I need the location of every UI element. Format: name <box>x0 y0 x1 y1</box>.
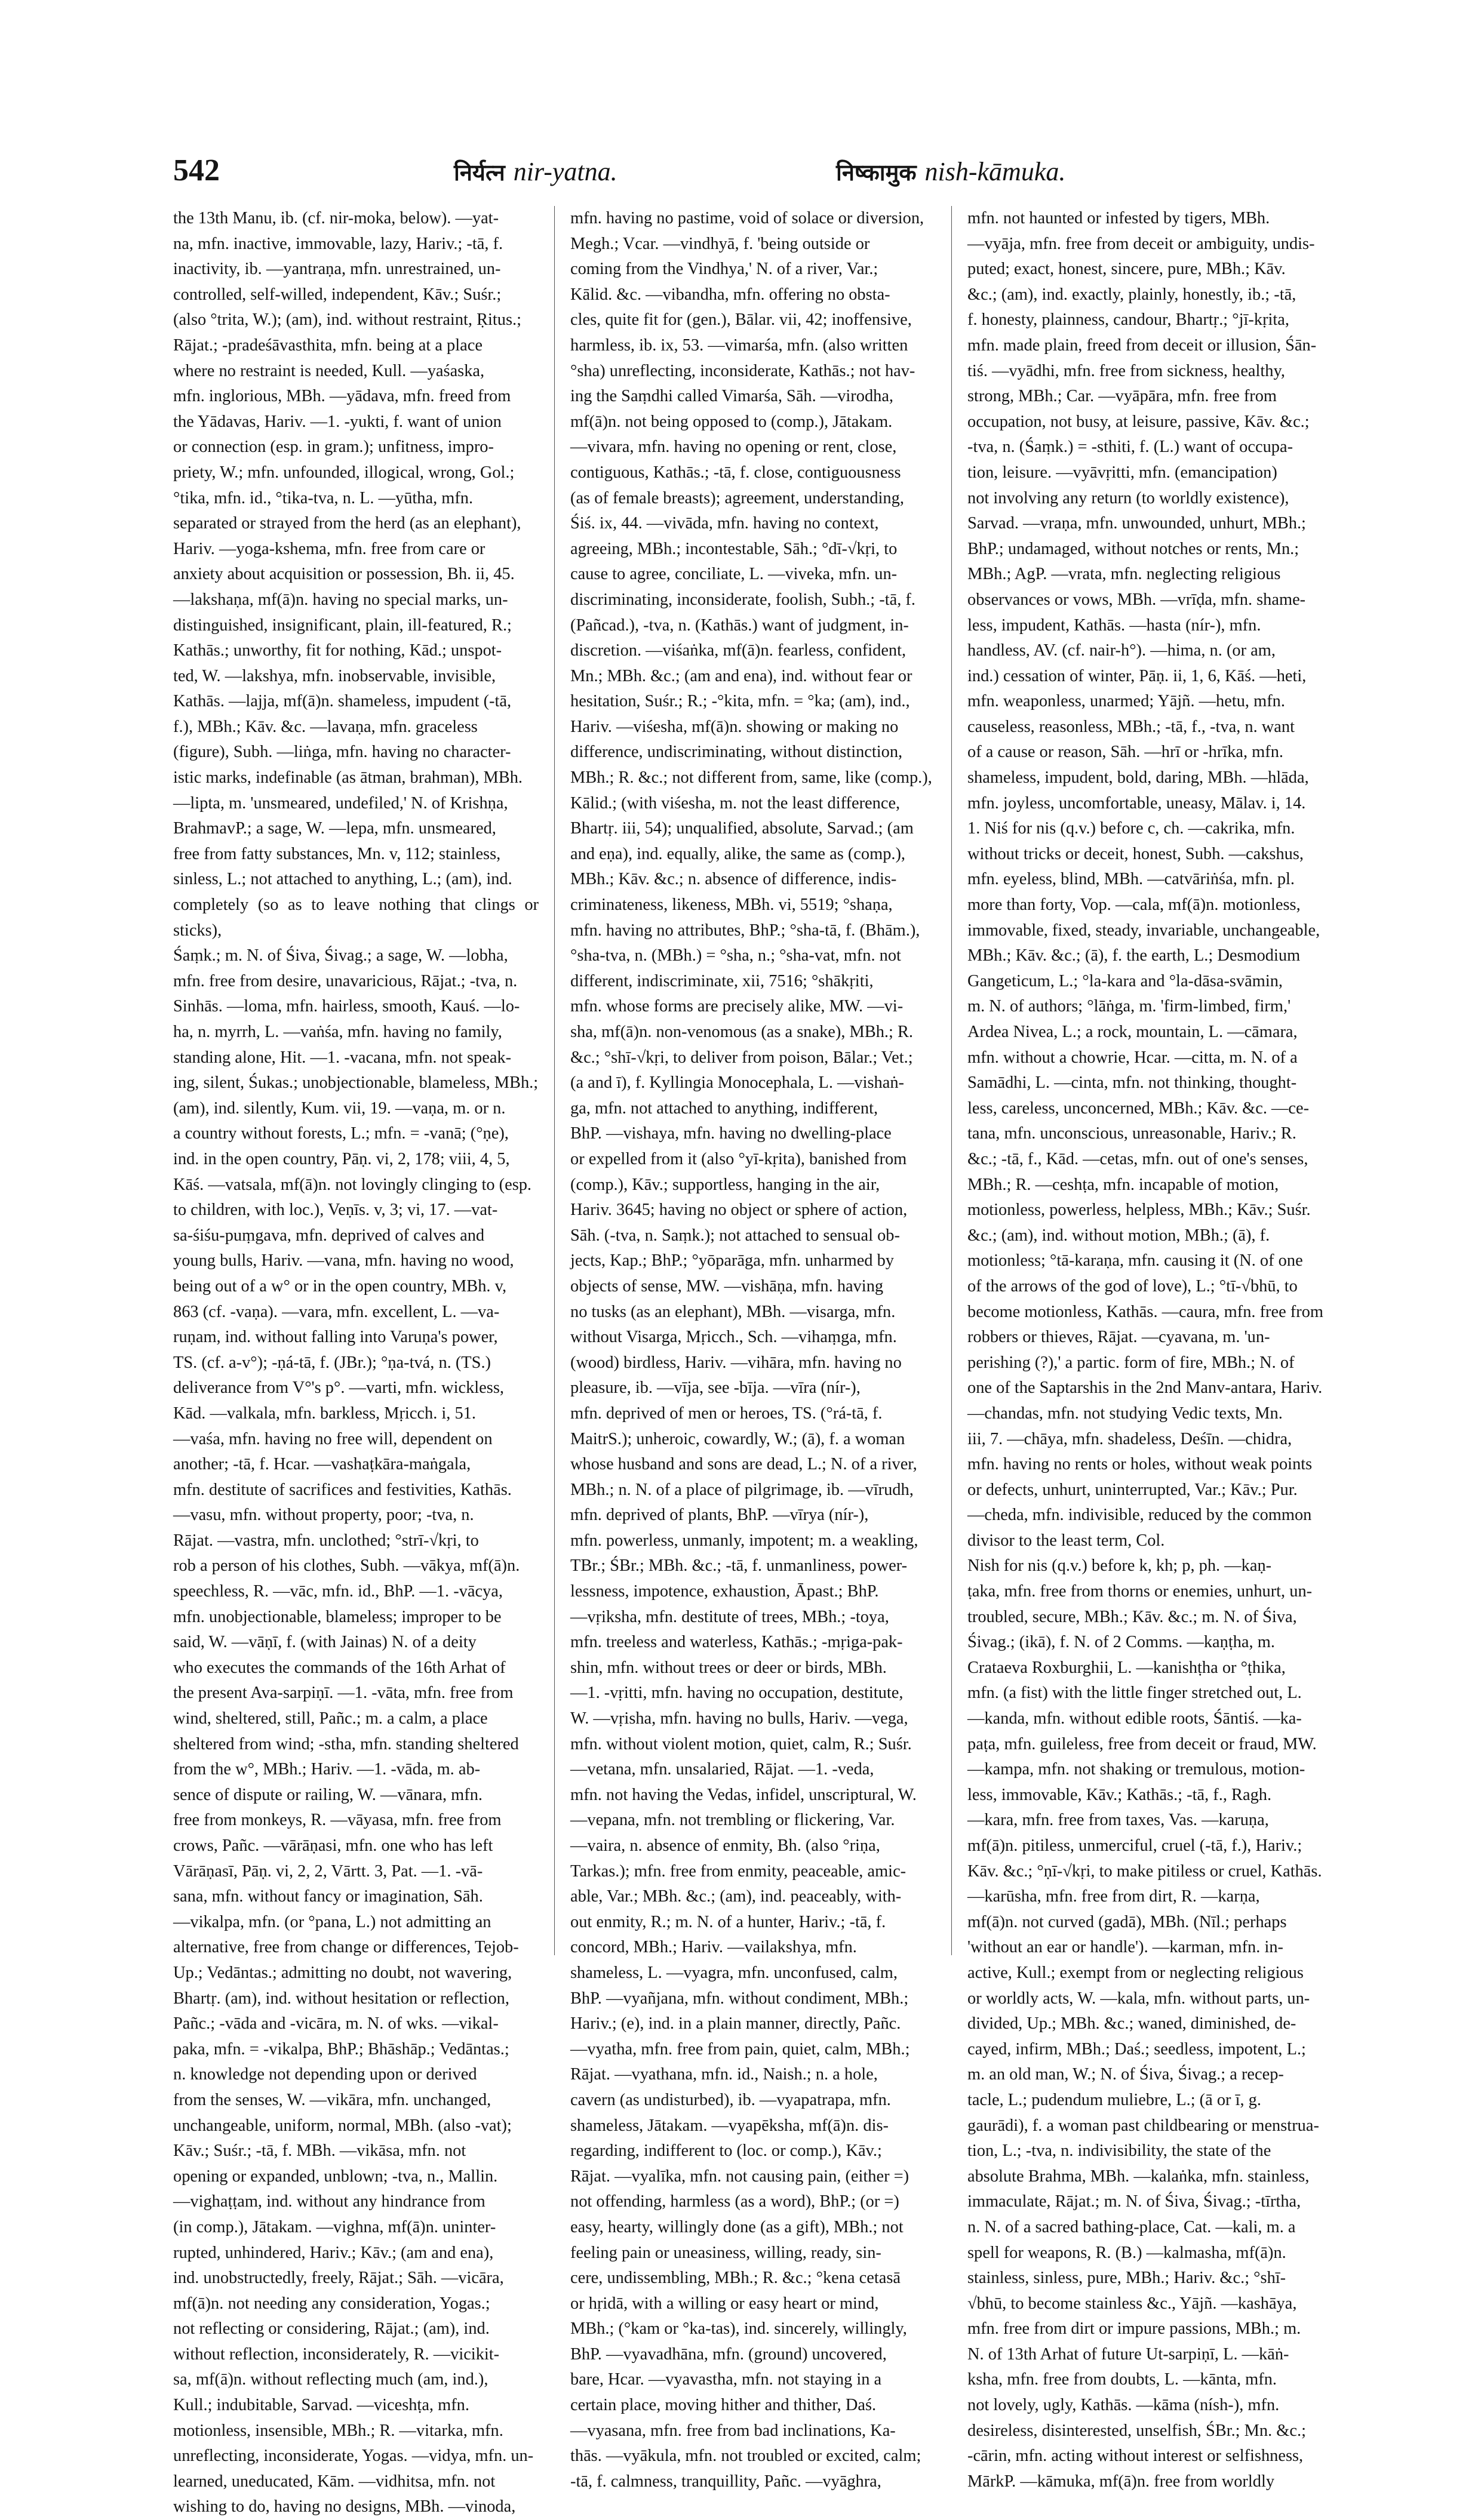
entry-line: -tva, n. (Śaṃk.) = -sthiti, f. (L.) want of occupa- <box>967 438 1293 457</box>
entry-line: crows, Pañc. —vārāṇasi, mfn. one who has left <box>173 1836 493 1855</box>
entry-line: (figure), Subh. —liṅga, mfn. having no character- <box>173 743 511 762</box>
entry-line: difference, undiscriminating, without distinction, <box>570 743 903 762</box>
entry-line: cere, undissembling, MBh.; R. &c.; °kena cetasā <box>570 2269 901 2288</box>
entry-line: without Visarga, Mṛicch., Sch. —vihaṃga, mfn. <box>570 1328 897 1347</box>
entry-line: speechless, R. —vāc, mfn. id., BhP. —1. -vācya, <box>173 1582 503 1601</box>
entry-line: sana, mfn. without fancy or imagination, Sāh. <box>173 1887 483 1906</box>
entry-line: Up.; Vedāntas.; admitting no doubt, not wavering, <box>173 1963 512 1982</box>
entry-line: mfn. deprived of plants, BhP. —vīrya (nír-), <box>570 1506 869 1525</box>
entry-line: (also °trita, W.); (am), ind. without restraint, Ṛitus.; <box>173 310 522 330</box>
entry-line: deliverance from V°'s p°. —varti, mfn. wickless, <box>173 1379 504 1398</box>
entry-line: priety, W.; mfn. unfounded, illogical, wrong, Gol.; <box>173 463 515 482</box>
entry-line: rob a person of his clothes, Subh. —vākya, mf(ā)n. <box>173 1556 520 1576</box>
entry-line: -tā, f. calmness, tranquillity, Pañc. —vyāghra, <box>570 2472 881 2491</box>
entry-line: objects of sense, MW. —vishāṇa, mfn. having <box>570 1276 884 1296</box>
entry-line: sheltered from wind; -stha, mfn. standing sheltered <box>173 1734 519 1753</box>
entry-line: Kathās.; unworthy, fit for nothing, Kād.; unspot- <box>173 641 502 660</box>
entry-line: divisor to the least term, Col. <box>967 1531 1165 1550</box>
entry-line: occupation, not busy, at leisure, passive, Kāv. &c.; <box>967 412 1310 431</box>
entry-line: —lakshaṇa, mf(ā)n. having no special marks, un- <box>173 590 508 609</box>
entry-line: standing alone, Hit. —1. -vacana, mfn. not speak- <box>173 1048 512 1067</box>
entry-line: or defects, unhurt, uninterrupted, Var.; Kāv.; Pur. <box>967 1480 1298 1499</box>
entry-line: Kād. —valkala, mfn. barkless, Mṛicch. i, 51. <box>173 1404 476 1423</box>
entry-line: √bhū, to become stainless &c., Yājñ. —kashāya, <box>967 2294 1297 2313</box>
entry-line: cause to agree, conciliate, L. —viveka, mfn. un- <box>570 565 898 584</box>
entry-line: —vṛiksha, mfn. destitute of trees, MBh.; -toya, <box>570 1607 889 1626</box>
entry-line: ind. unobstructedly, freely, Rājat.; Sāh. —vicāra, <box>173 2269 504 2288</box>
entry-line: mfn. not haunted or infested by tigers, MBh. <box>967 209 1270 227</box>
entry-line: MBh.; R. —ceshṭa, mfn. incapable of motion, <box>967 1175 1279 1194</box>
entry-line: BhP. —vyañjana, mfn. without condiment, MBh.; <box>570 1989 909 2008</box>
entry-line: Vārāṇasī, Pāṇ. vi, 2, 2, Vārtt. 3, Pat. —1. -vā- <box>173 1861 483 1881</box>
entry-line: tion, L.; -tva, n. indivisibility, the state of the <box>967 2141 1271 2161</box>
entry-line: Bhartṛ. (am), ind. without hesitation or reflection, <box>173 1989 509 2008</box>
entry-line: paṭa, mfn. guileless, free from deceit or fraud, MW. <box>967 1734 1317 1753</box>
entry-line: shin, mfn. without trees or deer or birds, MBh. <box>570 1658 887 1677</box>
entry-line: —vasu, mfn. without property, poor; -tva, n. <box>173 1506 474 1525</box>
entry-line: tacle, L.; pudendum muliebre, L.; (ā or ī, g. <box>967 2090 1261 2109</box>
entry-line: sinless, L.; not attached to anything, L.; (am), ind. <box>173 870 512 889</box>
entry-line: Tarkas.); mfn. free from enmity, peaceable, amic- <box>570 1861 907 1881</box>
entry-line: ruṇam, ind. without falling into Varuṇa's power, <box>173 1328 498 1347</box>
entry-line: Rājat. —vyalīka, mfn. not causing pain, (either =) <box>570 2167 909 2186</box>
entry-line: become motionless, Kathās. —caura, mfn. free from <box>967 1302 1323 1321</box>
entry-line: mfn. deprived of men or heroes, TS. (°rá-tā, f. <box>570 1404 883 1423</box>
entry-line: controlled, self-willed, independent, Kāv.; Suśr.; <box>173 285 502 304</box>
entry-line: Hariv. —yoga-kshema, mfn. free from care or <box>173 539 486 558</box>
entry-line: shameless, Jātakam. —vyapēksha, mf(ā)n. dis- <box>570 2116 889 2135</box>
running-header <box>173 149 1305 203</box>
entry-line: mfn. weaponless, unarmed; Yājñ. —hetu, mfn. <box>967 692 1285 711</box>
entry-line: sha, mf(ā)n. non-venomous (as a snake), MBh.; R. <box>570 1023 914 1041</box>
entry-line: Śaṃk.; m. N. of Śiva, Śivag.; a sage, W. —lobha, <box>173 946 508 965</box>
entry-line: one of the Saptarshis in the 2nd Manv-antara, Hariv. <box>967 1379 1323 1398</box>
entry-line: less, impudent, Kathās. —hasta (nír-), mfn. <box>967 616 1261 635</box>
entry-line: mfn. free from dirt or impure passions, MBh.; m. <box>967 2319 1301 2339</box>
entry-line: &c.; (am), ind. without motion, MBh.; (ā), f. <box>967 1226 1270 1245</box>
entry-line: Hariv.; (e), ind. in a plain manner, directly, Pañc. <box>570 2014 901 2033</box>
entry-line: mfn. without a chowrie, Hcar. —citta, m. N. of a <box>967 1048 1298 1067</box>
entry-line: MBh.; Kāv. &c.; n. absence of difference, indis- <box>570 870 897 889</box>
entry-line: &c.; °shī-√kṛi, to deliver from poison, Bālar.; Vet.; <box>570 1048 913 1067</box>
entry-line: unchangeable, uniform, normal, MBh. (also -vat); <box>173 2116 512 2135</box>
entry-line: Kāś. —vatsala, mf(ā)n. not lovingly clinging to (esp. <box>173 1175 532 1194</box>
entry-line: pleasure, ib. —vīja, see -bīja. —vīra (nír-), <box>570 1379 861 1398</box>
entry-line: regarding, indifferent to (loc. or comp.), Kāv.; <box>570 2141 882 2161</box>
entry-line: N. of 13th Arhat of future Ut-sarpiṇī, L. —kāṅ- <box>967 2344 1289 2364</box>
entry-line: criminateness, likeness, MBh. vi, 5519; °shaṇa, <box>570 896 893 915</box>
entry-line: causeless, reasonless, MBh.; -tā, f., -tva, n. want <box>967 717 1295 736</box>
entry-line: mfn. having no pastime, void of solace or diversion, <box>570 209 924 227</box>
entry-line: Rājat. —vyathana, mfn. id., Naish.; n. a hole, <box>570 2065 878 2084</box>
right-running-head <box>836 156 1065 187</box>
entry-line: less, immovable, Kāv.; Kathās.; -tā, f., Ragh. <box>967 1785 1272 1804</box>
entry-line: —chandas, mfn. not studying Vedic texts, Mn. <box>967 1404 1283 1423</box>
entry-line: troubled, secure, MBh.; Kāv. &c.; m. N. of Śiva, <box>967 1607 1297 1626</box>
entry-line: —vivara, mfn. having no opening or rent, close, <box>570 438 897 457</box>
entry-line: &c.; (am), ind. exactly, plainly, honestly, ib.; -tā, <box>967 285 1296 304</box>
entry-line: from the senses, W. —vikāra, mfn. unchanged, <box>173 2090 491 2109</box>
entry-line: Rājat. —vastra, mfn. unclothed; °strī-√kṛi, to <box>173 1531 479 1550</box>
entry-line: ga, mfn. not attached to anything, indifferent, <box>570 1099 878 1118</box>
entry-line: n. N. of a sacred bathing-place, Cat. —kali, m. a <box>967 2217 1296 2236</box>
entry-line: mfn. made plain, freed from deceit or illusion, Śān- <box>967 336 1317 355</box>
entry-line: discretion. —viśaṅka, mf(ā)n. fearless, confident, <box>570 641 907 660</box>
entry-line: ha, n. myrrh, L. —vaṅśa, mfn. having no family, <box>173 1023 502 1041</box>
entry-line: na, mfn. inactive, immovable, lazy, Hariv.; -tā, f. <box>173 234 503 253</box>
entry-line: not lovely, ugly, Kathās. —kāma (nísh-), mfn. <box>967 2396 1280 2415</box>
entry-line: mf(ā)n. not needing any consideration, Yogas.; <box>173 2294 490 2313</box>
entry-line: MBh.; AgP. —vrata, mfn. neglecting religious <box>967 565 1281 584</box>
entry-line: mfn. unobjectionable, blameless; improper to be <box>173 1607 502 1626</box>
entry-line: (comp.), Kāv.; supportless, hanging in the air, <box>570 1175 880 1194</box>
entry-line: without reflection, inconsiderately, R. —vicikit- <box>173 2344 500 2364</box>
entry-line: cavern (as undisturbed), ib. —vyapatrapa, mfn. <box>570 2090 891 2109</box>
entry-line: free from fatty substances, Mn. v, 112; stainless, <box>173 844 501 863</box>
entry-line: Ardea Nivea, L.; a rock, mountain, L. —cāmara, <box>967 1023 1298 1041</box>
entry-line: Sarvad. —vraṇa, mfn. unwounded, unhurt, MBh.; <box>967 514 1306 533</box>
entry-line: mf(ā)n. pitiless, unmerciful, cruel (-tā, f.), Hariv.; <box>967 1836 1302 1855</box>
entry-line: or expelled from it (also °yī-kṛita), banished from <box>570 1149 907 1168</box>
entry-line: BrahmavP.; a sage, W. —lepa, mfn. unsmeared, <box>173 819 496 838</box>
entry-line: —kampa, mfn. not shaking or tremulous, motion- <box>967 1760 1305 1779</box>
entry-line: (Pañcad.), -tva, n. (Kathās.) want of judgment, in- <box>570 616 909 635</box>
entry-line: m. N. of authors; °lāṅga, m. 'firm-limbed, firm,' <box>967 997 1291 1016</box>
entry-line: BhP. —vishaya, mfn. having no dwelling-place <box>570 1124 892 1143</box>
entry-line: Rājat.; -pradeśāvasthita, mfn. being at a place <box>173 336 483 355</box>
entry-line: ind.) cessation of winter, Pāṇ. ii, 1, 6, Kāś. —heti, <box>967 666 1307 685</box>
entry-line: mfn. joyless, uncomfortable, uneasy, Mālav. i, 14. <box>967 793 1306 813</box>
entry-line: m. an old man, W.; N. of Śiva, Śivag.; a recep- <box>967 2065 1284 2084</box>
right-headword-roman: nish-kāmuka. <box>924 157 1066 186</box>
entry-line: immaculate, Rājat.; m. N. of Śiva, Śivag.; -tīrtha, <box>967 2192 1301 2211</box>
entry-line: ṭaka, mfn. free from thorns or enemies, unhurt, un- <box>967 1582 1313 1601</box>
entry-line: mfn. destitute of sacrifices and festivities, Kathās. <box>173 1480 512 1499</box>
entry-line: (am), ind. silently, Kum. vii, 19. —vaṇa, m. or n. <box>173 1099 506 1118</box>
entry-line: paka, mfn. = -vikalpa, BhP.; Bhāshāp.; Vedāntas.; <box>173 2039 509 2059</box>
entry-line: less, careless, unconcerned, MBh.; Kāv. &c. —ce- <box>967 1099 1310 1118</box>
entry-line: harmless, ib. ix, 53. —vimarśa, mfn. (also written <box>570 336 908 355</box>
entry-line: another; -tā, f. Hcar. —vashaṭkāra-maṅgala, <box>173 1455 471 1474</box>
entry-line: tiś. —vyādhi, mfn. free from sickness, healthy, <box>967 361 1285 380</box>
entry-line: inactivity, ib. —yantraṇa, mfn. unrestrained, un- <box>173 260 501 279</box>
entry-line: Hariv. 3645; having no object or sphere of action, <box>570 1201 908 1220</box>
entry-line: mf(ā)n. not being opposed to (comp.), Jātakam. <box>570 412 893 431</box>
entry-line: Kull.; indubitable, Sarvad. —viceshṭa, mfn. <box>173 2396 469 2415</box>
entry-line: —karūsha, mfn. free from dirt, R. —karṇa, <box>967 1887 1260 1906</box>
entry-line: divided, Up.; MBh. &c.; waned, diminished, de- <box>967 2014 1296 2033</box>
entry-line: gaurādi), f. a woman past childbearing or menstrua- <box>967 2116 1319 2135</box>
entry-line: BhP.; undamaged, without notches or rents, Mn.; <box>967 539 1299 558</box>
entry-line: Hariv. —viśesha, mf(ā)n. showing or making no <box>570 717 899 736</box>
entry-line: discriminating, inconsiderate, foolish, Subh.; -tā, f. <box>570 590 915 609</box>
entry-line: ind. in the open country, Pāṇ. vi, 2, 178; viii, 4, 5, <box>173 1149 510 1168</box>
entry-line: motionless, powerless, helpless, MBh.; Kāv.; Suśr. <box>967 1201 1311 1220</box>
entry-line: —vyasana, mfn. free from bad inclinations, Ka- <box>570 2421 896 2440</box>
entry-line: Samādhi, L. —cinta, mfn. not thinking, thought- <box>967 1073 1297 1093</box>
entry-line: absolute Brahma, MBh. —kalaṅka, mfn. stainless, <box>967 2167 1310 2186</box>
entry-line: MBh.; Kāv. &c.; (ā), f. the earth, L.; Desmodium <box>967 946 1301 965</box>
entry-line: unreflecting, inconsiderate, Yogas. —vidya, mfn. un- <box>173 2447 534 2466</box>
entry-line: cles, quite fit for (gen.), Bālar. vii, 42; inoffensive, <box>570 310 912 330</box>
column-divider <box>554 206 555 1955</box>
column-2 <box>570 206 936 2491</box>
entry-line: —vaira, n. absence of enmity, Bh. (also °riṇa, <box>570 1836 880 1855</box>
entry-line: out enmity, R.; m. N. of a hunter, Hariv.; -tā, f. <box>570 1912 886 1931</box>
entry-line: motionless; °tā-karaṇa, mfn. causing it (N. of one <box>967 1251 1303 1270</box>
entry-line: W. —vṛisha, mfn. having no bulls, Hariv. —vega, <box>570 1709 908 1728</box>
entry-line: istic marks, indefinable (as ātman, brahman), MBh. <box>173 768 523 787</box>
entry-line: from the w°, MBh.; Hariv. —1. -vāda, m. ab- <box>173 1760 481 1779</box>
entry-line: -cārin, mfn. acting without interest or selfishness, <box>967 2447 1304 2466</box>
entry-line: —kara, mfn. free from taxes, Vas. —karuṇa, <box>967 1811 1269 1830</box>
entry-line: concord, MBh.; Hariv. —vailakshya, mfn. <box>570 1938 857 1957</box>
entry-line: a country without forests, L.; mfn. = -vanā; (°ṇe), <box>173 1124 509 1143</box>
entry-line: MaitrS.); unheroic, cowardly, W.; (ā), f. a woman <box>570 1429 905 1448</box>
entry-line: agreeing, MBh.; incontestable, Sāh.; °dī-√kṛi, to <box>570 539 898 558</box>
entry-line: shameless, impudent, bold, daring, MBh. —hlāda, <box>967 768 1309 787</box>
entry-line: cayed, infirm, MBh.; Daś.; seedless, impotent, L.; <box>967 2039 1306 2059</box>
entry-line: distinguished, insignificant, plain, ill-featured, R.; <box>173 616 512 635</box>
entry-line: (as of female breasts); agreement, understanding, <box>570 488 904 507</box>
entry-line: Sāh. (-tva, n. Saṃk.); not attached to sensual ob- <box>570 1226 900 1245</box>
entry-line: stainless, sinless, pure, MBh.; Hariv. &c.; °shī- <box>967 2269 1286 2288</box>
entry-line: °sha) unreflecting, inconsiderate, Kathās.; not hav- <box>570 361 915 380</box>
entry-line: to children, with loc.), Veṇīs. v, 3; vi, 17. —vat- <box>173 1201 498 1220</box>
entry-line: Śivag.; (ikā), f. N. of 2 Comms. —kaṇṭha, m. <box>967 1633 1275 1652</box>
entry-line: anxiety about acquisition or possession, Bh. ii, 45. <box>173 565 515 584</box>
entry-line: sence of dispute or railing, W. —vānara, mfn. <box>173 1785 483 1804</box>
entry-line: active, Kull.; exempt from or neglecting religious <box>967 1963 1304 1982</box>
entry-line: MBh.; R. &c.; not different from, same, like (comp.), <box>570 768 932 787</box>
page-number: 542 <box>173 153 220 187</box>
entry-line: handless, AV. (cf. nair-h°). —hima, n. (or am, <box>967 641 1276 660</box>
entry-line: —vaśa, mfn. having no free will, dependent on <box>173 1429 493 1448</box>
entry-line: TBr.; ŚBr.; MBh. &c.; -tā, f. unmanliness, power- <box>570 1556 908 1576</box>
entry-line: desireless, disinterested, unselfish, ŚBr.; Mn. &c.; <box>967 2421 1306 2440</box>
entry-line: tana, mfn. unconscious, unreasonable, Hariv.; R. <box>967 1124 1296 1143</box>
entry-line: —kanda, mfn. without edible roots, Śāntiś. —ka- <box>967 1709 1302 1728</box>
entry-line: —1. -vṛitti, mfn. having no occupation, destitute, <box>570 1684 904 1703</box>
entry-line: mfn. eyeless, blind, MBh. —catvāriṅśa, mfn. pl. <box>967 870 1295 889</box>
entry-line: Mn.; MBh. &c.; (am and ena), ind. without fear or <box>570 666 912 685</box>
entry-line: TS. (cf. a-v°); -ṇá-tā, f. (JBr.); °ṇa-tvá, n. (TS.) <box>173 1353 491 1372</box>
entry-line: Kālid.; (with viśesha, m. not the least difference, <box>570 793 901 813</box>
entry-line: mfn. inglorious, MBh. —yādava, mfn. freed from <box>173 387 511 406</box>
entry-line: not reflecting or considering, Rājat.; (am), ind. <box>173 2319 490 2339</box>
entry-line: MBh.; n. N. of a place of pilgrimage, ib. —vīrudh, <box>570 1480 914 1499</box>
entry-line: perishing (?),' a partic. form of fire, MBh.; N. of <box>967 1353 1295 1372</box>
entry-line: sa-śiśu-puṃgava, mfn. deprived of calves and <box>173 1226 485 1245</box>
entry-line: robbers or thieves, Rājat. —cyavana, m. 'un- <box>967 1328 1270 1347</box>
entry-line: Bhartṛ. iii, 54); unqualified, absolute, Sarvad.; (am <box>570 819 914 838</box>
entry-line: Kāv.; Suśr.; -tā, f. MBh. —vikāsa, mfn. not <box>173 2141 466 2161</box>
entry-line: whose husband and sons are dead, L.; N. of a river, <box>570 1455 917 1474</box>
entry-line: feeling pain or uneasiness, willing, ready, sin- <box>570 2243 881 2262</box>
entry-line: not offending, harmless (as a word), BhP.; (or =) <box>570 2192 899 2211</box>
entry-line: lessness, impotence, exhaustion, Āpast.; BhP. <box>570 1582 879 1601</box>
entry-line: separated or strayed from the herd (as an elephant), <box>173 514 521 533</box>
entry-line: who executes the commands of the 16th Arhat of <box>173 1658 506 1677</box>
left-running-head <box>454 156 617 187</box>
entry-line: thās. —vyākula, mfn. not troubled or excited, calm; <box>570 2447 921 2466</box>
entry-line: the Yādavas, Hariv. —1. -yukti, f. want of union <box>173 412 502 431</box>
entry-line: mfn. (a fist) with the little finger stretched out, L. <box>967 1684 1302 1703</box>
entry-line: —vyatha, mfn. free from pain, quiet, calm, MBh.; <box>570 2039 910 2059</box>
entry-line: n. knowledge not depending upon or derived <box>173 2065 477 2084</box>
entry-line: tion, leisure. —vyāvṛitti, mfn. (emancipation) <box>967 463 1277 482</box>
entry-line: alternative, free from change or differences, Tejob- <box>173 1938 519 1957</box>
entry-line: ksha, mfn. free from doubts, L. —kānta, mfn. <box>967 2370 1277 2389</box>
column-3 <box>967 206 1333 2491</box>
entry-line: 1. Niś for nis (q.v.) before c, ch. —cakrika, mfn. <box>967 819 1295 838</box>
entry-line: and eṇa), ind. equally, alike, the same as (comp.), <box>570 844 906 863</box>
entry-line: certain place, moving hither and thither, Daś. <box>570 2396 877 2415</box>
entry-line: learned, uneducated, Kām. —vidhitsa, mfn. not <box>173 2472 496 2491</box>
entry-line: BhP. —vyavadhāna, mfn. (ground) uncovered, <box>570 2344 887 2364</box>
entry-line: —lipta, m. 'unsmeared, undefiled,' N. of Krishṇa, <box>173 793 508 813</box>
entry-line: the 13th Manu, ib. (cf. nir-moka, below). —yat- <box>173 209 499 227</box>
entry-line: young bulls, Hariv. —vana, mfn. having no wood, <box>173 1251 514 1270</box>
entry-line: (in comp.), Jātakam. —vighna, mf(ā)n. uninter- <box>173 2217 496 2236</box>
column-1 <box>173 206 539 2516</box>
entry-line: mfn. not having the Vedas, infidel, unscriptural, W. <box>570 1785 917 1804</box>
entry-line: °tika, mfn. id., °tika-tva, n. L. —yūtha, mfn. <box>173 488 474 507</box>
entry-line: Gangeticum, L.; °la-kara and °la-dāsa-svāmin, <box>967 971 1283 990</box>
entry-line: jects, Kap.; BhP.; °yōparāga, mfn. unharmed by <box>570 1251 894 1270</box>
entry-line: iii, 7. —chāya, mfn. shadeless, Deśīn. —chidra, <box>967 1429 1292 1448</box>
entry-line: mfn. treeless and waterless, Kathās.; -mṛiga-pak- <box>570 1633 903 1652</box>
entry-line: Pañc.; -vāda and -vicāra, m. N. of wks. —vikal- <box>173 2014 499 2033</box>
entry-line: hesitation, Suśr.; R.; -°kita, mfn. = °ka; (am), ind., <box>570 692 910 711</box>
entry-line: shameless, L. —vyagra, mfn. unconfused, calm, <box>570 1963 898 1982</box>
entry-line: puted; exact, honest, sincere, pure, MBh.; Kāv. <box>967 260 1286 279</box>
entry-line: Sinhās. —loma, mfn. hairless, smooth, Kauś. —lo- <box>173 997 520 1016</box>
entry-line: ted, W. —lakshya, mfn. inobservable, invisible, <box>173 666 496 685</box>
entry-line: wind, sheltered, still, Pañc.; m. a calm, a place <box>173 1709 488 1728</box>
entry-line: observances or vows, MBh. —vrīḍa, mfn. shame- <box>967 590 1306 609</box>
entry-line: rupted, unhindered, Hariv.; Kāv.; (am and ena), <box>173 2243 494 2262</box>
entry-line: of a cause or reason, Sāh. —hrī or -hrīka, mfn. <box>967 743 1283 762</box>
entry-line: (wood) birdless, Hariv. —vihāra, mfn. having no <box>570 1353 902 1372</box>
entry-line: Nish for nis (q.v.) before k, kh; p, ph. —kaṇ- <box>967 1556 1272 1576</box>
entry-line: ing the Saṃdhi called Vimarśa, Sāh. —virodha, <box>570 387 894 406</box>
entry-line: —vyāja, mfn. free from deceit or ambiguity, undis- <box>967 234 1315 253</box>
entry-line: Megh.; Vcar. —vindhyā, f. 'being outside or <box>570 234 870 253</box>
entry-line: motionless, insensible, MBh.; R. —vitarka, mfn. <box>173 2421 503 2440</box>
entry-line: f. honesty, plainness, candour, Bhartṛ.; °jī-kṛita, <box>967 310 1289 330</box>
entry-line: opening or expanded, unblown; -tva, n., Mallin. <box>173 2167 498 2186</box>
entry-line: being out of a w° or in the open country, MBh. v, <box>173 1276 507 1296</box>
entry-line: coming from the Vindhya,' N. of a river, Var.; <box>570 260 878 279</box>
entry-line: &c.; -tā, f., Kād. —cetas, mfn. out of one's senses, <box>967 1149 1308 1168</box>
entry-line: different, indiscriminate, xii, 7516; °shākṛiti, <box>570 971 874 990</box>
entry-line: mfn. powerless, unmanly, impotent; m. a weakling, <box>570 1531 918 1550</box>
entry-line: contiguous, Kathās.; -tā, f. close, contiguousness <box>570 463 901 482</box>
entry-line: (a and ī), f. Kyllingia Monocephala, L. —vishaṅ- <box>570 1073 904 1093</box>
entry-line: of the arrows of the god of love), L.; °tī-√bhū, to <box>967 1276 1298 1296</box>
entry-line: wishing to do, having no designs, MBh. —vinoda, <box>173 2497 516 2516</box>
entry-line: Kāv. &c.; °ṇī-√kṛi, to make pitiless or cruel, Kathās. <box>967 1861 1322 1881</box>
entry-line: completely (so as to leave nothing that clings or sticks), <box>173 896 539 940</box>
entry-line: easy, hearty, willingly done (as a gift), MBh.; not <box>570 2217 904 2236</box>
entry-line: 'without an ear or handle'). —karman, mfn. in- <box>967 1938 1283 1957</box>
entry-line: or hṛidā, with a willing or easy heart or mind, <box>570 2294 879 2313</box>
entry-line: sa, mf(ā)n. without reflecting much (am, ind.), <box>173 2370 488 2389</box>
entry-line: mfn. whose forms are precisely alike, MW. —vi- <box>570 997 904 1016</box>
entry-line: strong, MBh.; Car. —vyāpāra, mfn. free from <box>967 387 1277 406</box>
entry-line: immovable, fixed, steady, invariable, unchangeable, <box>967 921 1320 940</box>
entry-line: not involving any return (to worldly existence), <box>967 488 1289 507</box>
entry-line: ing, silent, Śukas.; unobjectionable, blameless, MBh.; <box>173 1073 539 1093</box>
entry-line: Kālid. &c. —vibandha, mfn. offering no obsta- <box>570 285 890 304</box>
entry-line: Kathās. —lajja, mf(ā)n. shameless, impudent (-tā, <box>173 692 512 711</box>
entry-line: —vighaṭṭam, ind. without any hindrance from <box>173 2192 486 2211</box>
left-headword-devanagari: निर्यत्न <box>454 159 505 186</box>
entry-line: f.), MBh.; Kāv. &c. —lavaṇa, mfn. graceless <box>173 717 478 736</box>
left-headword-roman: nir-yatna. <box>513 157 617 186</box>
entry-line: free from monkeys, R. —vāyasa, mfn. free from <box>173 1811 502 1830</box>
entry-line: where no restraint is needed, Kull. —yaśaska, <box>173 361 485 380</box>
entry-line: said, W. —vāṇī, f. (with Jainas) N. of a deity <box>173 1633 477 1652</box>
entry-line: more than forty, Vop. —cala, mf(ā)n. motionless, <box>967 896 1301 915</box>
entry-line: able, Var.; MBh. &c.; (am), ind. peaceably, with- <box>570 1887 902 1906</box>
entry-line: bare, Hcar. —vyavastha, mfn. not staying in a <box>570 2370 882 2389</box>
entry-line: without tricks or deceit, honest, Subh. —cakshus, <box>967 844 1304 863</box>
entry-line: Crataeva Roxburghii, L. —kanishṭha or °ṭhika, <box>967 1658 1286 1677</box>
entry-line: —cheda, mfn. indivisible, reduced by the common <box>967 1506 1312 1525</box>
entry-line: the present Ava-sarpiṇī. —1. -vāta, mfn. free from <box>173 1684 514 1703</box>
entry-line: Śiś. ix, 44. —vivāda, mfn. having no context, <box>570 514 879 533</box>
right-headword-devanagari: निष्कामुक <box>836 159 917 186</box>
entry-line: mfn. without violent motion, quiet, calm, R.; Suśr. <box>570 1734 912 1753</box>
entry-line: —vepana, mfn. not trembling or flickering, Var. <box>570 1811 895 1830</box>
column-divider <box>951 206 952 1955</box>
entry-line: mfn. having no attributes, BhP.; °sha-tā, f. (Bhām.), <box>570 921 920 940</box>
entry-line: MBh.; (°kam or °ka-tas), ind. sincerely, willingly, <box>570 2319 907 2339</box>
entry-line: or connection (esp. in gram.); unfitness, impro- <box>173 438 494 457</box>
entry-line: mfn. free from desire, unavaricious, Rājat.; -tva, n. <box>173 971 518 990</box>
entry-line: 863 (cf. -vaṇa). —vara, mfn. excellent, L. —va- <box>173 1302 500 1321</box>
entry-line: mf(ā)n. not curved (gadā), MBh. (Nīl.; perhaps <box>967 1912 1287 1931</box>
entry-line: —vetana, mfn. unsalaried, Rājat. —1. -veda, <box>570 1760 874 1779</box>
entry-line: no tusks (as an elephant), MBh. —visarga, mfn. <box>570 1302 896 1321</box>
entry-line: MārkP. —kāmuka, mf(ā)n. free from worldly <box>967 2472 1275 2491</box>
entry-line: mfn. having no rents or holes, without weak points <box>967 1455 1313 1474</box>
entry-line: —vikalpa, mfn. (or °pana, L.) not admitting an <box>173 1912 491 1931</box>
entry-line: °sha-tva, n. (MBh.) = °sha, n.; °sha-vat, mfn. not <box>570 946 901 965</box>
entry-line: or worldly acts, W. —kala, mfn. without parts, un- <box>967 1989 1310 2008</box>
entry-line: spell for weapons, R. (B.) —kalmasha, mf(ā)n. <box>967 2243 1286 2262</box>
dictionary-columns <box>173 206 1344 2516</box>
